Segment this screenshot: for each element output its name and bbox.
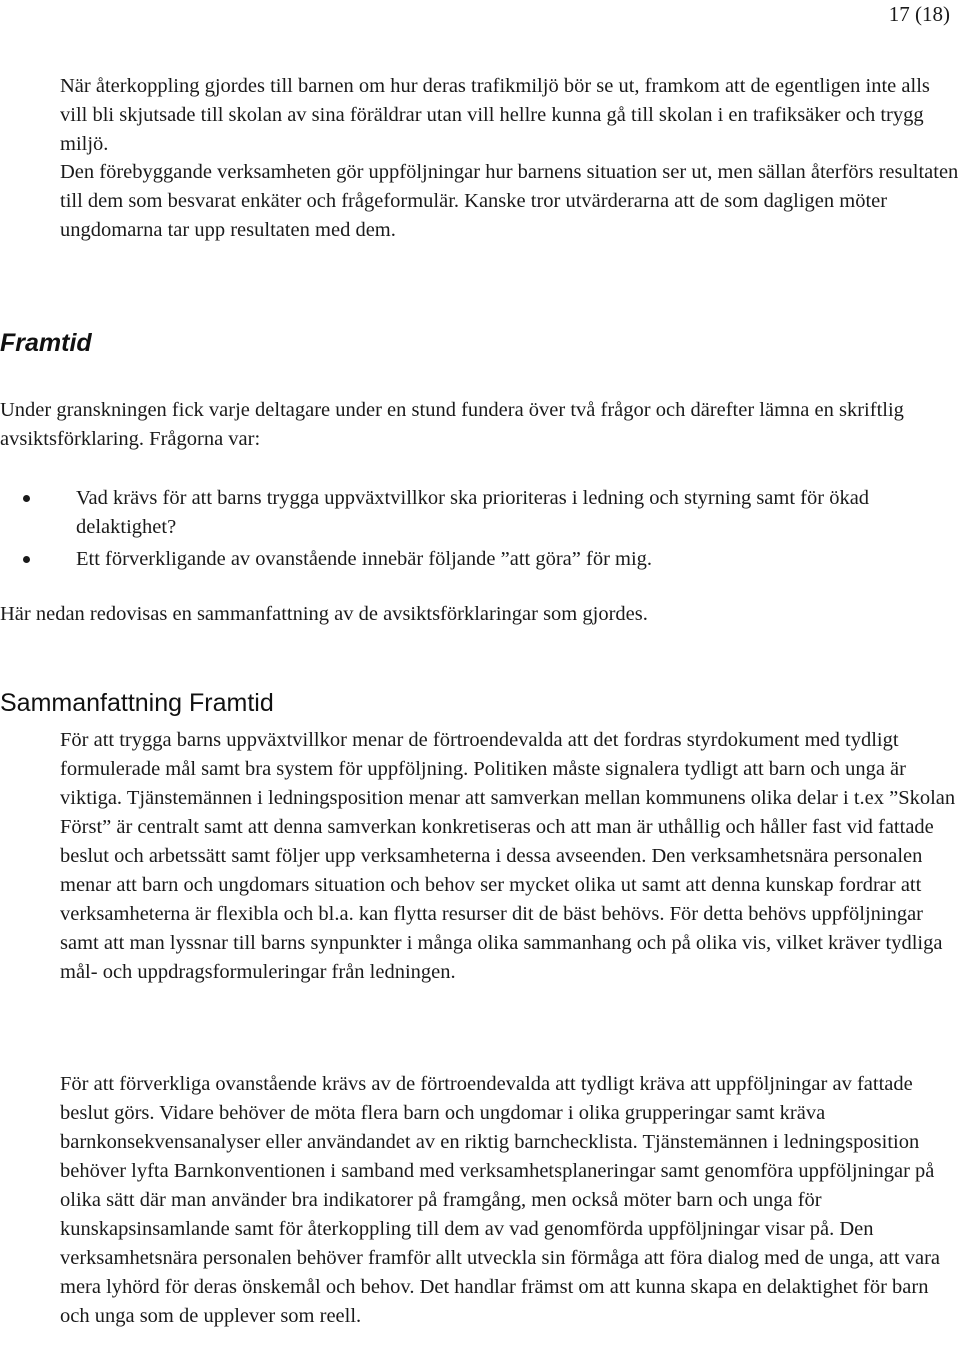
summary-paragraph-1: För att trygga barns uppväxtvillkor menar de förtroendevalda att det fordras styrdokument med tydligt formulerade mål samt bra system för uppföljning. Politiken måste signalera tydligt att barn och unga är viktiga. Tjänstemännen i ledningsposition menar att samverkan mellan kommunens olika delar i t.ex ”Skolan Först” är centralt samt att denna samverkan konkretiseras och att man är uthållig och håller fast vid fattade beslut och arbetssätt samt följer upp verksamheterna i dessa avseenden. Den verksamhetsnära personalen menar att barn och ungdomars situation och behov ser mycket olika ut samt att denna kunskap fordrar att verksamheterna är flexibla och bl.a. kan flytta resurser dit de bäst behövs. För detta behövs uppföljningar samt att man lyssnar till barns synpunkter i många olika sammanhang och på olika vis, vilket kräver tydliga mål- och uppdragsformuleringar från ledningen. (60, 729, 956, 983)
summary-paragraph-2: För att förverkliga ovanstående krävs av de förtroendevalda att tydligt kräva att uppföljningar av fattade beslut görs. Vidare behöver de möta flera barn och ungdomar i olika grupperingar samt kräva barnkonsekvensanalyser eller användandet av en riktig barnchecklista. Tjänstemännen i ledningsposition behöver lyfta Barnkonventionen i samband med verksamhetsplaneringar samt genomföra uppföljningar på olika sätt där man använder bra indikatorer på framgång, men också möter barn och unga för kunskapsinsamlande samt för återkoppling till dem av vad genomförda uppföljningar visar på. Den verksamhetsnära personalen behöver framför allt utveckla sin förmåga att föra dialog med de unga, att vara mera lyhörd för deras önskemål och behov. Det handlar främst om att kunna skapa en delaktighet för barn och unga som de upplever som reell. (60, 1073, 940, 1327)
list-item-text: Vad krävs för att barns trygga uppväxtvillkor ska prioriteras i ledning och styrning samt för ökad delaktighet? (76, 487, 870, 538)
framtid-closing: Här nedan redovisas en sammanfattning av de avsiktsförklaringar som gjordes. (0, 603, 648, 625)
section-heading-sammanfattning: Sammanfattning Framtid (0, 689, 274, 717)
intro-paragraph-2: Den förebyggande verksamheten gör uppföljningar hur barnens situation ser ut, men sällan återförs resultaten till dem som besvarat enkäter och frågeformulär. Kanske tror utvärderarna att de som dagligen möter ungdomarna tar upp resultaten med dem. (60, 161, 959, 241)
framtid-paragraph: Under granskningen fick varje deltagare under en stund fundera över två frågor och därefter lämna en skriftlig avsiktsförklaring. Frågorna var: (0, 399, 904, 450)
list-item (0, 545, 958, 574)
list-item-text: Ett förverkligande av ovanstående innebär följande ”att göra” för mig. (76, 548, 653, 570)
section-heading-framtid: Framtid (0, 329, 92, 357)
bullet-icon (23, 556, 30, 563)
page-number: 17 (18) (888, 2, 950, 26)
question-list (0, 484, 958, 577)
bullet-icon (23, 495, 30, 502)
intro-paragraph-1: När återkoppling gjordes till barnen om hur deras trafikmiljö bör se ut, framkom att de egentligen inte alls vill bli skjutsade till skolan av sina föräldrar utan vill hellre kunna gå till skolan i en trafiksäker och trygg miljö. (60, 75, 930, 155)
list-item (0, 484, 958, 542)
